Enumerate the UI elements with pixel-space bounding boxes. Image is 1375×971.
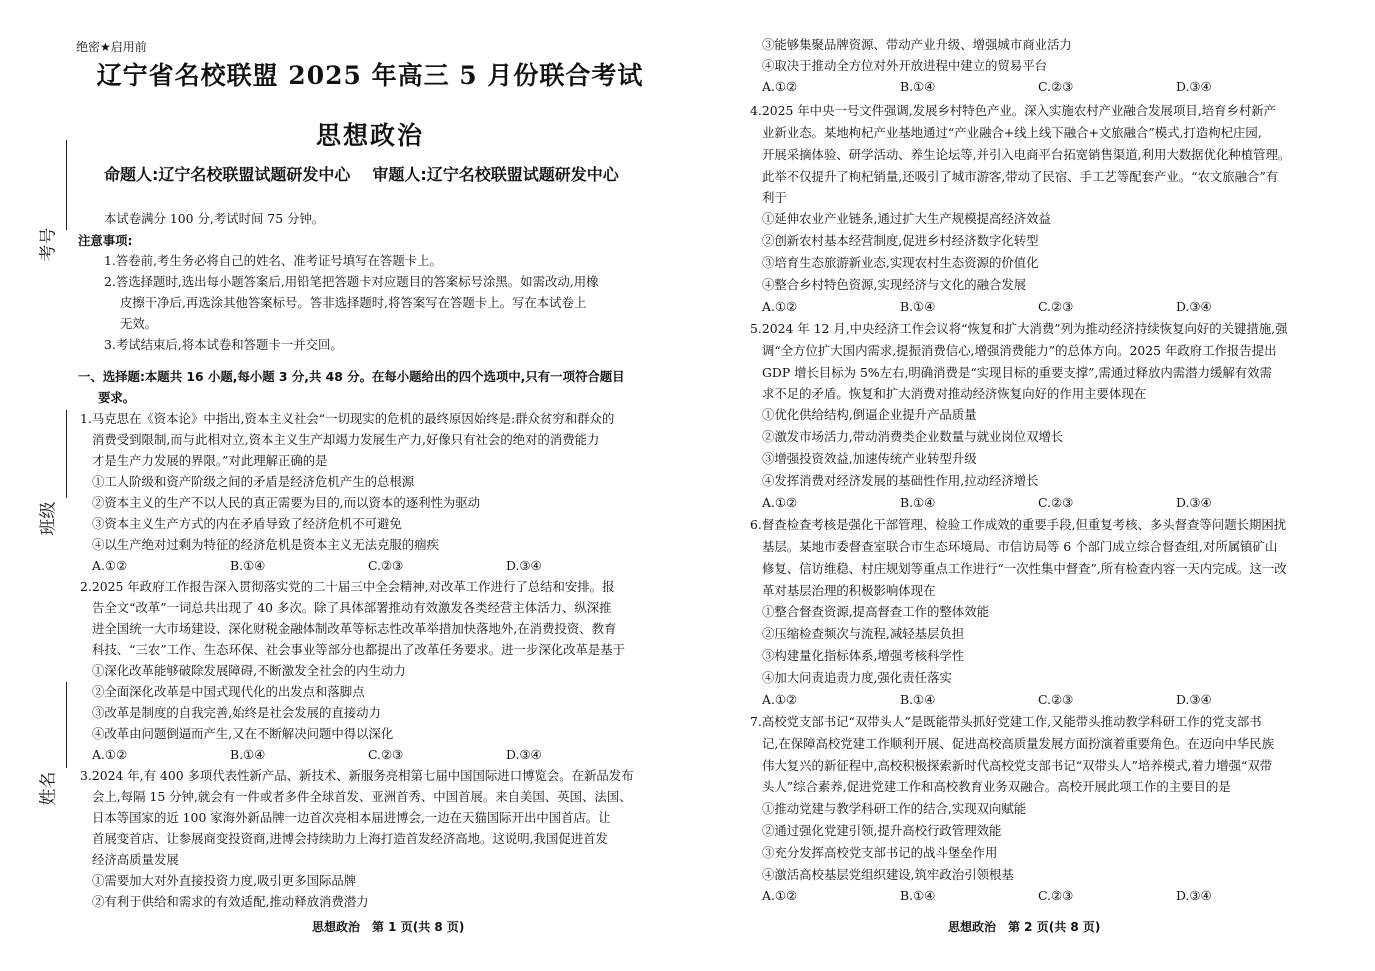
- question-7-stem: 伟大复兴的新征程中,高校积极探索新时代高校党支部书记“双带头人”培养模式,着力增强“双带: [762, 758, 1273, 773]
- question-6-choice: ①整合督查资源,提高督查工作的整体效能: [762, 604, 989, 619]
- question-3-options: [762, 76, 1314, 97]
- question-2-choice: ④改革由问题倒逼而产生,又在不断解决问题中得以深化: [92, 726, 394, 741]
- question-3-choice: ①需要加大对外直接投资力度,吸引更多国际品牌: [92, 873, 357, 888]
- subject-title: 思想政治: [315, 121, 424, 150]
- question-5-stem: 求不足的矛盾。恢复和扩大消费对推动经济恢复向好的作用主要体现在: [762, 386, 1147, 401]
- question-6-choice: ④加大问责追责力度,强化责任落实: [762, 670, 952, 685]
- question-6-stem: 修复、信访维稳、村庄规划等重点工作进行“一次性集中督查”,所有检查内容一天内完成。这一改: [762, 561, 1287, 576]
- exam-page-2: [688, 0, 1375, 971]
- question-4-stem: 此举不仅提升了枸杞销量,还吸引了城市游客,带动了民宿、手工艺等配套产业。“农文旅融合”有: [762, 169, 1279, 184]
- question-5-stem: 调“全方位扩大国内需求,提振消费信心,增强消费能力”的总体方向。2025 年政府工作报告提出: [762, 343, 1277, 358]
- name-line: [66, 682, 67, 768]
- author: 命题人:辽宁名校联盟试题研发中心: [104, 165, 351, 184]
- notice-item: 皮擦干净后,再选涂其他答案标号。答非选择题时,将答案写在答题卡上。写在本试卷上: [120, 295, 587, 310]
- option-d: D.③④: [1176, 888, 1212, 903]
- section-heading: 一、选择题:本题共 16 小题,每小题 3 分,共 48 分。在每小题给出的四个选项中,只有一项符合题目: [78, 369, 625, 384]
- class-label: 班级: [38, 501, 59, 536]
- option-a: A.①②: [92, 747, 128, 762]
- question-3-stem: 首展变首店、让参展商变投资商,进博会持续助力上海打造首发经济高地。这说明,我国促进首发: [92, 831, 608, 846]
- option-c: C.②③: [1038, 888, 1074, 903]
- option-b: B.①④: [900, 692, 936, 707]
- question-7-choice: ③充分发挥高校党支部书记的战斗堡垒作用: [762, 845, 998, 860]
- question-5-choice: ④发挥消费对经济发展的基础性作用,拉动经济增长: [762, 473, 1039, 488]
- question-2-stem: 科技、“三农”工作、生态环保、社会事业等部分也都提出了改革任务要求。进一步深化改革是基于: [92, 642, 626, 657]
- option-a: A.①②: [762, 495, 798, 510]
- question-5-choice: ③增强投资效益,加速传统产业转型升级: [762, 451, 977, 466]
- question-5-options: [762, 492, 1314, 513]
- question-1-stem: 才是生产力发展的界限。”对此理解正确的是: [92, 453, 328, 468]
- option-c: C.②③: [1038, 495, 1074, 510]
- option-b: B.①④: [900, 299, 936, 314]
- question-2-stem: 进全国统一大市场建设、深化财税金融体制改革等标志性改革举措加快落地外,在消费投资、教育: [92, 621, 617, 636]
- question-4-stem: 4.2025 年中央一号文件强调,发展乡村特色产业。深入实施农村产业融合发展项目,培育乡村新产: [750, 103, 1277, 118]
- notice-item: 无效。: [120, 316, 158, 331]
- question-1-options: [92, 555, 644, 576]
- question-3-stem: 经济高质量发展: [92, 852, 179, 867]
- option-a: A.①②: [762, 888, 798, 903]
- question-6-stem: 基层。某地市委督查室联合市生态环境局、市信访局等 6 个部门成立综合督查组,对所属镇矿山: [762, 539, 1278, 554]
- question-1-choice: ④以生产绝对过剩为特征的经济危机是资本主义无法克服的痼疾: [92, 537, 439, 552]
- question-2-stem: 告全文“改革”一词总共出现了 40 多次。除了具体部署推动有效激发各类经营主体活力、纵深推: [92, 600, 612, 615]
- question-4-stem: 开展采摘体验、研学活动、养生论坛等,并引入电商平台拓宽销售渠道,利用大数据优化种植管理。: [762, 147, 1291, 162]
- option-c: C.②③: [368, 747, 404, 762]
- question-1-choice: ③资本主义生产方式的内在矛盾导致了经济危机不可避免: [92, 516, 402, 531]
- question-5-stem: 5.2024 年 12 月,中央经济工作会议将“恢复和扩大消费”列为推动经济持续恢复向好的关键措施,强: [750, 321, 1288, 336]
- exam-number-label: 考号: [38, 227, 59, 262]
- option-d: D.③④: [1176, 495, 1212, 510]
- option-a: A.①②: [762, 692, 798, 707]
- option-d: D.③④: [506, 747, 542, 762]
- question-2-choice: ①深化改革能够破除发展障碍,不断激发全社会的内生动力: [92, 663, 406, 678]
- question-1-choice: ①工人阶级和资产阶级之间的矛盾是经济危机产生的总根源: [92, 474, 415, 489]
- question-3-stem: 3.2024 年,有 400 多项代表性新产品、新技术、新服务亮相第七届中国国际进口博览会。在新品发布: [80, 768, 634, 783]
- question-4-stem: 利于: [762, 190, 787, 205]
- option-d: D.③④: [506, 558, 542, 573]
- name-label: 姓名: [38, 771, 59, 806]
- question-4-options: [762, 296, 1314, 317]
- exam-title: 辽宁省名校联盟 2025 年高三 5 月份联合考试: [96, 61, 644, 90]
- question-5-choice: ①优化供给结构,倒逼企业提升产品质量: [762, 407, 977, 422]
- section-heading: 要求。: [98, 390, 136, 405]
- option-b: B.①④: [230, 747, 266, 762]
- question-2-stem: 2.2025 年政府工作报告深入贯彻落实党的二十届三中全会精神,对改革工作进行了总结和安排。报: [80, 579, 615, 594]
- option-d: D.③④: [1176, 299, 1212, 314]
- option-d: D.③④: [1176, 692, 1212, 707]
- secret-mark: 绝密★启用前: [76, 40, 147, 54]
- class-line: [66, 410, 67, 498]
- question-2-options: [92, 744, 644, 765]
- question-3-choice: ③能够集聚品牌资源、带动产业升级、增强城市商业活力: [762, 37, 1072, 52]
- option-c: C.②③: [1038, 692, 1074, 707]
- question-3-stem: 日本等国家的近 100 家海外新品牌一边首次亮相本届进博会,一边在天猫国际开出中国首店。让: [92, 810, 611, 825]
- question-7-options: [762, 885, 1314, 906]
- exam-number-line: [66, 140, 67, 230]
- question-1-stem: 1.马克思在《资本论》中指出,资本主义社会“一切现实的危机的最终原因始终是:群众贫穷和群众的: [80, 411, 615, 426]
- option-b: B.①④: [230, 558, 266, 573]
- question-4-choice: ④整合乡村特色资源,实现经济与文化的融合发展: [762, 277, 1027, 292]
- notice-heading: 注意事项:: [78, 233, 133, 248]
- reviewer: 审题人:辽宁名校联盟试题研发中心: [372, 165, 619, 184]
- option-c: C.②③: [1038, 79, 1074, 94]
- exam-info: 本试卷满分 100 分,考试时间 75 分钟。: [104, 211, 325, 226]
- question-4-stem: 业新业态。某地枸杞产业基地通过“产业融合+线上线下融合+文旅融合”模式,打造枸杞庄园,: [762, 125, 1262, 140]
- question-6-choice: ②压缩检查频次与流程,减轻基层负担: [762, 626, 965, 641]
- question-4-choice: ①延伸农业产业链条,通过扩大生产规模提高经济效益: [762, 211, 1051, 226]
- question-3-choice: ④取决于推动全方位对外开放进程中建立的贸易平台: [762, 58, 1047, 73]
- question-7-choice: ④激活高校基层党组织建设,筑牢政治引领根基: [762, 867, 1014, 882]
- authors-line: [104, 162, 619, 185]
- option-c: C.②③: [1038, 299, 1074, 314]
- question-6-choice: ③构建量化指标体系,增强考核科学性: [762, 648, 965, 663]
- question-1-choice: ②资本主义的生产不以人民的真正需要为目的,而以资本的逐利性为驱动: [92, 495, 481, 510]
- question-7-choice: ①推动党建与教学科研工作的结合,实现双向赋能: [762, 801, 1027, 816]
- option-c: C.②③: [368, 558, 404, 573]
- question-4-choice: ③培育生态旅游新业态,实现农村生态资源的价值化: [762, 255, 1039, 270]
- notice-item: 2.答选择题时,选出每小题答案后,用铅笔把答题卡对应题目的答案标号涂黑。如需改动,用橡: [104, 274, 599, 289]
- notice-item: 1.答卷前,考生务必将自己的姓名、准考证号填写在答题卡上。: [104, 253, 442, 268]
- option-a: A.①②: [92, 558, 128, 573]
- question-4-choice: ②创新农村基本经营制度,促进乡村经济数字化转型: [762, 233, 1039, 248]
- question-3-choice: ②有利于供给和需求的有效适配,推动释放消费潜力: [92, 894, 369, 909]
- option-a: A.①②: [762, 299, 798, 314]
- page-footer: 思想政治 第 2 页(共 8 页): [948, 920, 1101, 934]
- question-6-options: [762, 689, 1314, 710]
- option-b: B.①④: [900, 79, 936, 94]
- option-a: A.①②: [762, 79, 798, 94]
- option-d: D.③④: [1176, 79, 1212, 94]
- option-b: B.①④: [900, 888, 936, 903]
- question-3-stem: 会上,每隔 15 分钟,就会有一件或者多件全球首发、亚洲首秀、中国首展。来自美国、英国、法国、: [92, 789, 632, 804]
- question-7-stem: 7.高校党支部书记“双带头人”是既能带头抓好党建工作,又能带头推动教学科研工作的党支部书: [750, 714, 1262, 729]
- question-1-stem: 消费受到限制,而与此相对立,资本主义生产却竭力发展生产力,好像只有社会的绝对的消费能力: [92, 432, 600, 447]
- question-2-choice: ③改革是制度的自我完善,始终是社会发展的直接动力: [92, 705, 381, 720]
- question-6-stem: 6.督查检查考核是强化干部管理、检验工作成效的重要手段,但重复考核、多头督查等问题长期困扰: [750, 517, 1287, 532]
- question-2-choice: ②全面深化改革是中国式现代化的出发点和落脚点: [92, 684, 365, 699]
- question-7-choice: ②通过强化党建引领,提升高校行政管理效能: [762, 823, 1002, 838]
- question-6-stem: 革对基层治理的积极影响体现在: [762, 583, 936, 598]
- question-5-choice: ②激发市场活力,带动消费类企业数量与就业岗位双增长: [762, 429, 1064, 444]
- option-b: B.①④: [900, 495, 936, 510]
- question-7-stem: 头人”综合素养,促进党建工作和高校教育业务双融合。高校开展此项工作的主要目的是: [762, 779, 1231, 794]
- notice-item: 3.考试结束后,将本试卷和答题卡一并交回。: [104, 337, 343, 352]
- question-7-stem: 记,在保障高校党建工作顺利开展、促进高校高质量发展方面扮演着重要角色。在迈向中华民族: [762, 736, 1274, 751]
- question-5-stem: GDP 增长目标为 5%左右,明确消费是“实现目标的重要支撑”,需通过释放内需潜力缓解有效需: [762, 365, 1272, 380]
- page-footer: 思想政治 第 1 页(共 8 页): [312, 920, 465, 934]
